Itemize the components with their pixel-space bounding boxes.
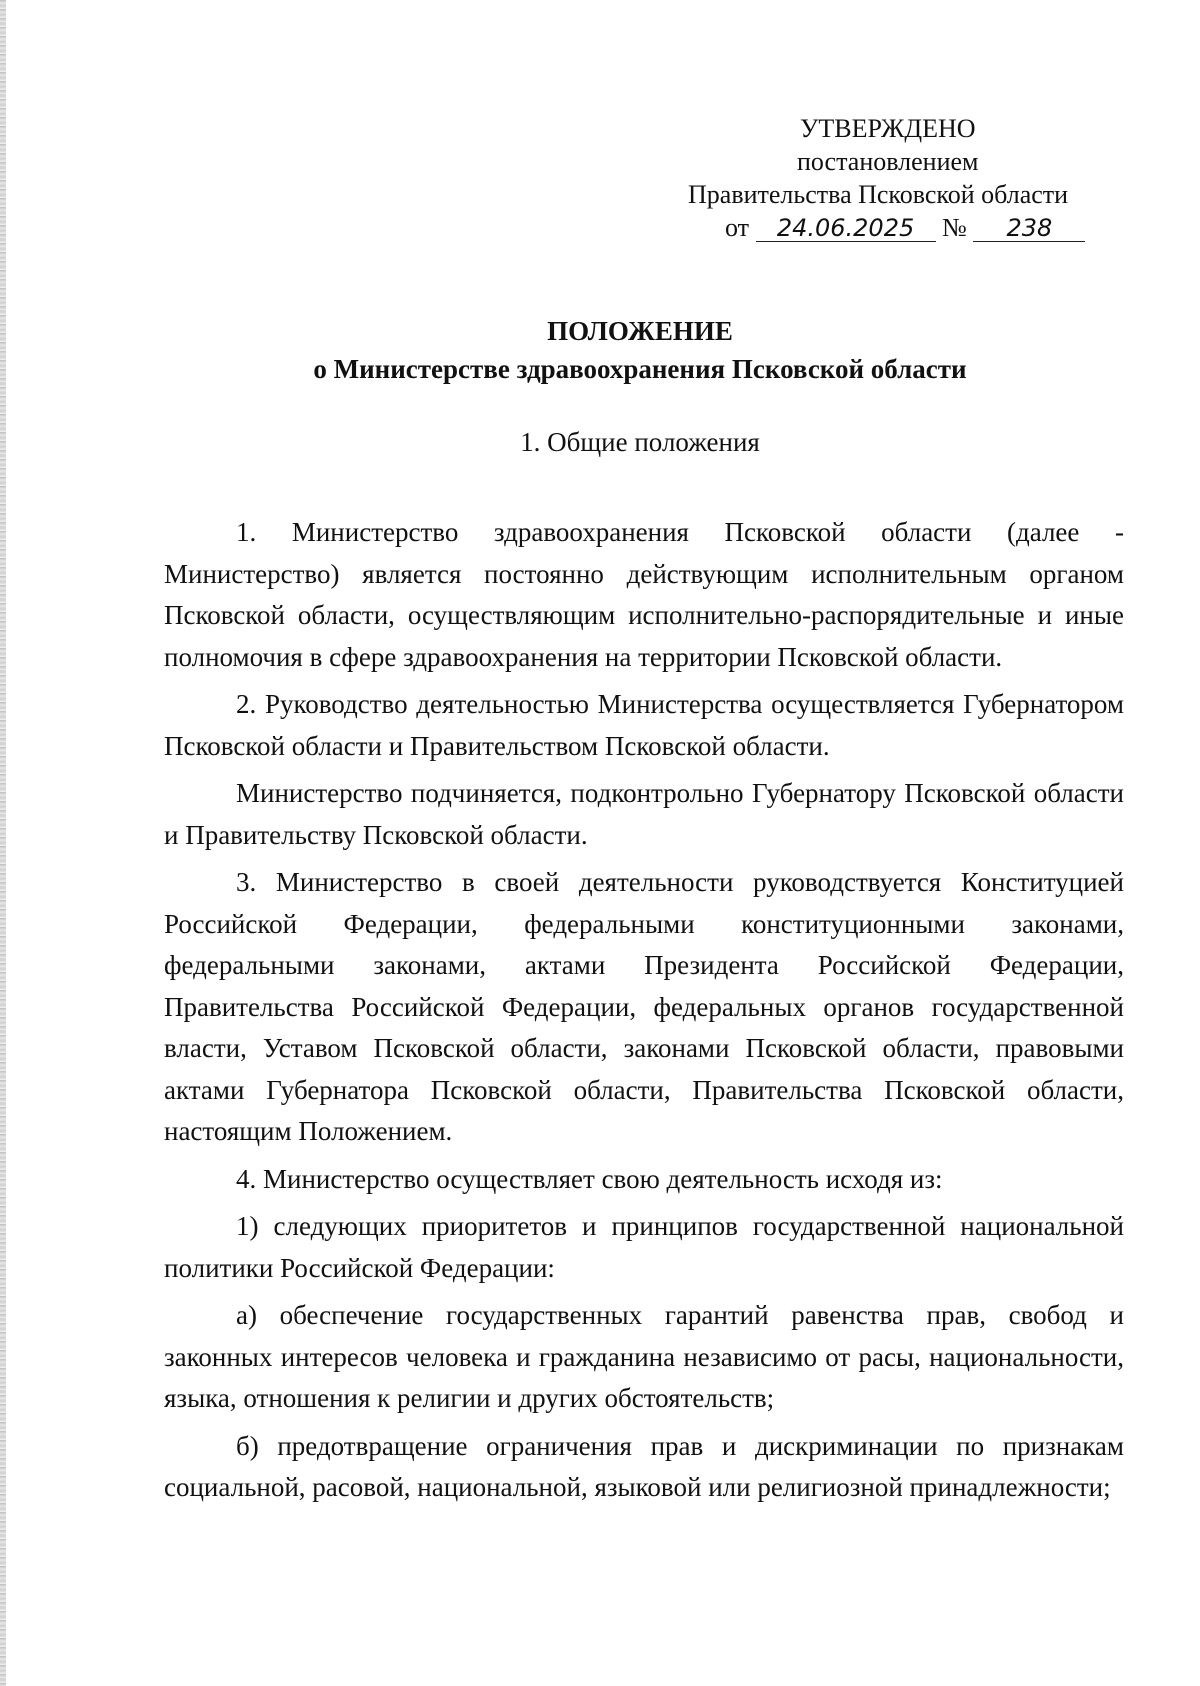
paragraph: 3. Министерство в своей деятельности руководствуется Конституцией Российской Федерации, федеральными конституционными законами, федеральными законами, актами Президента Российской Федерации, Правительства Российской Федерации, федеральных органов государственной власти, Уставом Псковской области, законами Псковской области, правовыми актами Губернатора Псковской области, Правительства Псковской области, настоящим Положением. [164,867,1124,1146]
scan-edge [0,0,6,1686]
document-body [164,512,1124,1515]
section-heading: 1. Общие положения [520,427,760,457]
government-label: Правительства Псковской области [688,180,1069,209]
paragraph: 1. Министерство здравоохранения Псковской области (далее - Министерство) является постоянно действующим исполнительным органом Псковской области, осуществляющим исполнительно-распорядительные и иные полномочия в сфере здравоохранения на территории Псковской области. [164,517,1124,672]
date-number-line [680,211,1140,244]
date-prefix: от [725,213,750,242]
paragraph: 2. Руководство деятельностью Министерства осуществляется Губернатором Псковской области и Правительством Псковской области. [164,689,1124,761]
paragraph: Министерство подчиняется, подконтрольно Губернатору Псковской области и Правительству Псковской области. [164,778,1124,850]
title-subheading: о Министерстве здравоохранения Псковской области [313,354,967,384]
document-title [160,312,1120,388]
approved-label: УТВЕРЖДЕНО [800,114,976,143]
resolution-label: постановлением [797,147,979,176]
paragraph: б) предотвращение ограничения прав и дискриминации по признакам социальной, расовой, национальной, языковой или религиозной принадлежности; [164,1430,1124,1502]
paragraph: 1) следующих приоритетов и принципов государственной национальной политики Российской Федерации: [164,1211,1124,1283]
title-heading: ПОЛОЖЕНИЕ [547,316,733,346]
handwritten-number: 238 [973,215,1085,242]
paragraph: 4. Министерство осуществляет свою деятельность исходя из: [236,1163,943,1194]
paragraph: а) обеспечение государственных гарантий равенства прав, свобод и законных интересов человека и гражданина независимо от расы, национальности, языка, отношения к религии и других обстоятельств; [164,1300,1124,1413]
approval-stamp-block [680,112,1140,244]
handwritten-date: 24.06.2025 [756,215,936,242]
number-prefix: № [942,213,967,242]
